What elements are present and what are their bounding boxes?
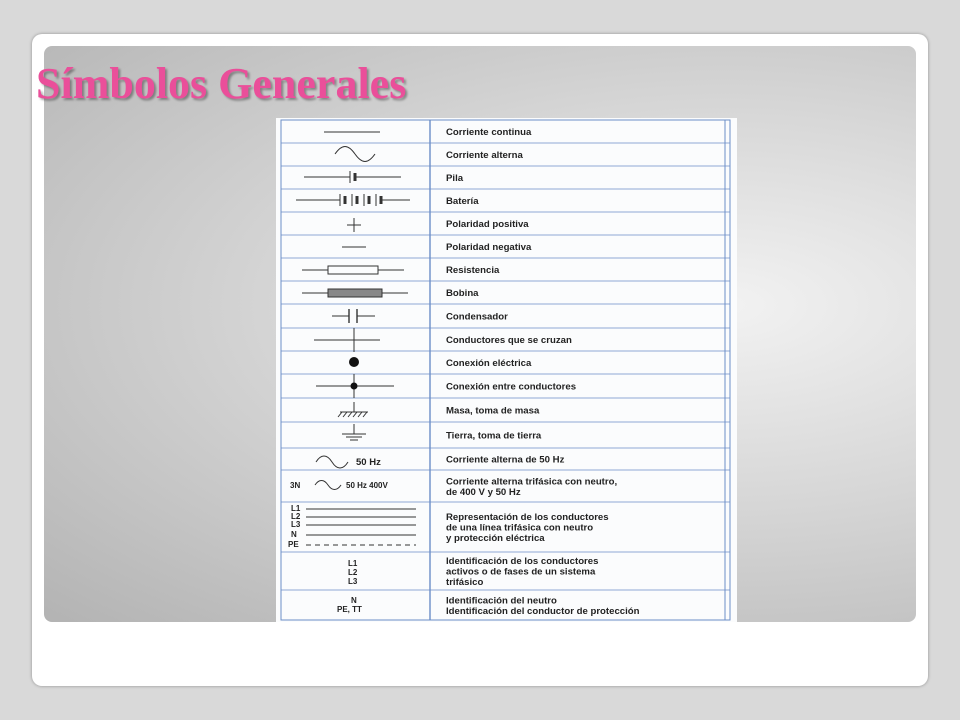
symbol-description: Identificación de los conductores bbox=[446, 556, 599, 567]
conductor-label-n: N bbox=[291, 530, 297, 539]
connection-dot-icon bbox=[349, 357, 359, 367]
symbol-description: Conexión eléctrica bbox=[446, 358, 532, 369]
symbol-description: Conexión entre conductores bbox=[446, 381, 577, 393]
symbol-description: de 400 V y 50 Hz bbox=[446, 486, 521, 498]
symbol-description: Polaridad negativa bbox=[446, 242, 532, 253]
symbol-description: Identificación del conductor de protección bbox=[446, 605, 640, 617]
neutral-label: N bbox=[351, 596, 357, 605]
symbol-description: Condensador bbox=[446, 311, 508, 323]
symbol-description: Corriente alterna de 50 Hz bbox=[446, 454, 565, 466]
symbol-description: Representación de los conductores bbox=[446, 512, 609, 523]
symbol-description: Corriente continua bbox=[446, 127, 532, 138]
symbol-description: Bobina bbox=[446, 288, 479, 299]
symbol-description: y protección eléctrica bbox=[446, 533, 545, 544]
conductor-label-l3: L3 bbox=[291, 520, 301, 529]
slide-title: Símbolos Generales bbox=[36, 59, 407, 108]
symbol-description: Masa, toma de masa bbox=[446, 405, 540, 417]
conductor-label-pe: PE bbox=[288, 540, 299, 549]
conductor-label-l2: L2 bbox=[291, 512, 301, 521]
symbol-description: trifásico bbox=[446, 577, 484, 588]
phase-label-l2: L2 bbox=[348, 568, 358, 577]
symbol-description: Conductores que se cruzan bbox=[446, 335, 572, 346]
symbol-description: Identificación del neutro bbox=[446, 595, 557, 607]
symbol-description: Batería bbox=[446, 196, 479, 207]
symbol-description: Resistencia bbox=[446, 265, 500, 276]
symbol-description: Tierra, toma de tierra bbox=[446, 430, 542, 442]
ac-50hz-label: 50 Hz bbox=[356, 457, 381, 468]
symbols-table-image bbox=[276, 118, 737, 622]
protection-label: PE, TT bbox=[337, 605, 362, 614]
symbol-description: activos o de fases de un sistema bbox=[446, 566, 596, 578]
symbol-description: Corriente alterna bbox=[446, 150, 523, 161]
symbol-description: Polaridad positiva bbox=[446, 219, 529, 230]
symbol-description: Corriente alterna trifásica con neutro, bbox=[446, 476, 618, 488]
conductor-label-l1: L1 bbox=[291, 504, 301, 513]
symbol-description: de una línea trifásica con neutro bbox=[446, 522, 594, 534]
three-phase-label: 50 Hz 400V bbox=[346, 481, 388, 490]
symbols-table bbox=[276, 118, 737, 622]
symbol-description: Pila bbox=[446, 173, 464, 184]
phase-label-l3: L3 bbox=[348, 577, 358, 586]
phase-label-l1: L1 bbox=[348, 559, 358, 568]
phase-labels bbox=[348, 559, 358, 586]
three-phase-prefix: 3N bbox=[290, 481, 301, 490]
